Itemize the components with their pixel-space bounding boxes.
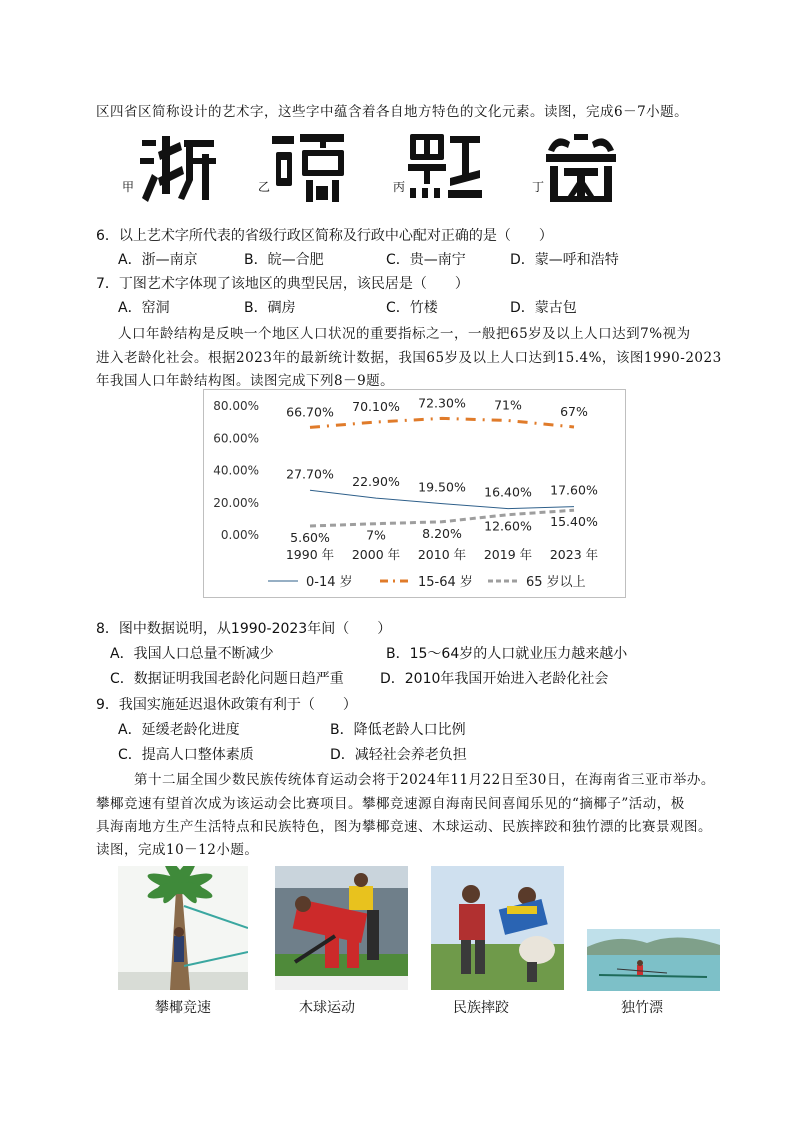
data-label: 7% xyxy=(366,527,386,543)
data-label: 22.90% xyxy=(352,474,400,490)
bamboo-rafting-photo xyxy=(587,929,720,991)
question-6-option-b: B．皖—合肥 xyxy=(244,252,324,268)
y-tick-label: 40.00% xyxy=(213,463,259,478)
qian-glyph-icon xyxy=(408,132,482,202)
question-7-stem: 7．丁图艺术字体现了该地区的典型民居，该民居是（ ） xyxy=(96,276,469,292)
data-label: 12.60% xyxy=(484,518,532,534)
question-6-option-d: D．蒙—呼和浩特 xyxy=(510,252,619,268)
intro-text-3-line-4: 读图，完成10－12小题。 xyxy=(96,842,259,858)
question-7-option-c: C．竹楼 xyxy=(386,300,438,316)
glyph-label-c: 丙 xyxy=(393,180,406,194)
question-9-option-d: D．减轻社会养老负担 xyxy=(330,747,467,763)
question-9-option-b: B．降低老龄人口比例 xyxy=(330,722,466,738)
question-8-option-d: D．2010年我国开始进入老龄化社会 xyxy=(380,671,609,687)
y-tick-label: 60.00% xyxy=(213,431,259,446)
data-label: 19.50% xyxy=(418,479,466,495)
question-6-option-c: C．贵—南宁 xyxy=(386,252,466,268)
y-tick-label: 20.00% xyxy=(213,495,259,510)
intro-text-2-line-2: 进入老龄化社会。根据2023年的最新统计数据，我国65岁及以上人口达到15.4%，该图1990-2023 xyxy=(96,350,722,366)
question-9-stem: 9．我国实施延迟退休政策有利于（ ） xyxy=(96,697,357,713)
question-8-option-a: A．我国人口总量不断减少 xyxy=(110,646,274,662)
question-7-option-d: D．蒙古包 xyxy=(510,300,577,316)
data-label: 72.30% xyxy=(418,395,466,411)
intro-text-3-line-2: 攀椰竞速有望首次成为该运动会比赛项目。攀椰竞速源自海南民间喜闻乐见的“摘椰子”活动，极 xyxy=(96,796,685,812)
series-line xyxy=(310,418,574,427)
x-tick-label: 1990 年 xyxy=(285,547,335,562)
question-8-option-b: B．15～64岁的人口就业压力越来越小 xyxy=(386,646,628,662)
question-8-stem: 8．图中数据说明，从1990-2023年间（ ） xyxy=(96,621,392,637)
bamboo-rafting-image xyxy=(587,929,720,991)
x-tick-label: 2000 年 xyxy=(351,547,401,562)
question-7-option-b: B．碉房 xyxy=(244,300,296,316)
intro-text-2-line-1: 人口年龄结构是反映一个地区人口状况的重要指标之一，一般把65岁及以上人口达到7%视为 xyxy=(118,326,691,342)
intro-text-3-line-3: 具海南地方生产生活特点和民族特色，图为攀椰竞速、木球运动、民族摔跤和独竹漂的比赛景观图。 xyxy=(96,819,712,835)
data-label: 71% xyxy=(494,397,522,413)
question-9-option-a: A．延缓老龄化进度 xyxy=(118,722,240,738)
x-tick-label: 2010 年 xyxy=(417,547,467,562)
x-tick-label: 2019 年 xyxy=(483,547,533,562)
wan-glyph-icon xyxy=(272,134,348,202)
data-label: 8.20% xyxy=(422,525,462,541)
series-line xyxy=(310,510,574,526)
data-label: 16.40% xyxy=(484,484,532,500)
data-label: 66.70% xyxy=(286,404,334,420)
y-tick-label: 0.00% xyxy=(220,528,259,542)
photo-caption-bamboo-rafting: 独竹漂 xyxy=(621,1000,663,1016)
question-6-option-a: A．浙—南京 xyxy=(118,252,198,268)
data-label: 67% xyxy=(560,403,588,419)
zhe-glyph-icon xyxy=(140,132,220,204)
photo-caption-coconut-climbing: 攀椰竞速 xyxy=(155,1000,211,1016)
glyph-label-a: 甲 xyxy=(122,180,135,194)
question-9-option-c: C．提高人口整体素质 xyxy=(118,747,254,763)
intro-text-2-line-3: 年我国人口年龄结构图。读图完成下列8－9题。 xyxy=(96,373,395,389)
data-label: 27.70% xyxy=(286,466,334,482)
coconut-climbing-photo xyxy=(118,866,248,990)
meng-glyph-icon xyxy=(544,132,618,204)
photo-caption-wooden-ball: 木球运动 xyxy=(299,1000,355,1016)
data-label: 17.60% xyxy=(550,482,598,498)
intro-text-1: 区四省区简称设计的艺术字，这些字中蕴含着各自地方特色的文化元素。读图，完成6－7小题。 xyxy=(96,104,689,120)
population-age-structure-chart xyxy=(203,389,626,598)
legend-label: 65 岁以上 xyxy=(526,575,586,590)
ethnic-wrestling-photo xyxy=(431,866,564,990)
y-tick-label: 80.00% xyxy=(213,399,259,413)
data-label: 5.60% xyxy=(290,529,330,545)
ethnic-wrestling-image xyxy=(431,866,564,990)
wooden-ball-image xyxy=(275,866,408,990)
intro-text-3-line-1: 第十二届全国少数民族传统体育运动会将于2024年11月22日至30日，在海南省三亚市举办。 xyxy=(134,772,715,788)
chart-svg xyxy=(204,390,625,597)
coconut-climbing-image xyxy=(118,866,248,990)
photo-caption-ethnic-wrestling: 民族摔跤 xyxy=(453,1000,509,1016)
question-6-stem: 6．以上艺术字所代表的省级行政区简称及行政中心配对正确的是（ ） xyxy=(96,228,553,244)
legend-label: 0-14 岁 xyxy=(306,575,353,590)
legend-label: 15-64 岁 xyxy=(418,575,473,590)
question-8-option-c: C．数据证明我国老龄化问题日趋严重 xyxy=(110,671,344,687)
wooden-ball-photo xyxy=(275,866,408,990)
glyph-label-d: 丁 xyxy=(532,180,545,194)
x-tick-label: 2023 年 xyxy=(549,547,599,562)
question-7-option-a: A．窑洞 xyxy=(118,300,170,316)
data-label: 15.40% xyxy=(550,514,598,530)
data-label: 70.10% xyxy=(352,398,400,414)
glyph-label-b: 乙 xyxy=(258,180,271,194)
